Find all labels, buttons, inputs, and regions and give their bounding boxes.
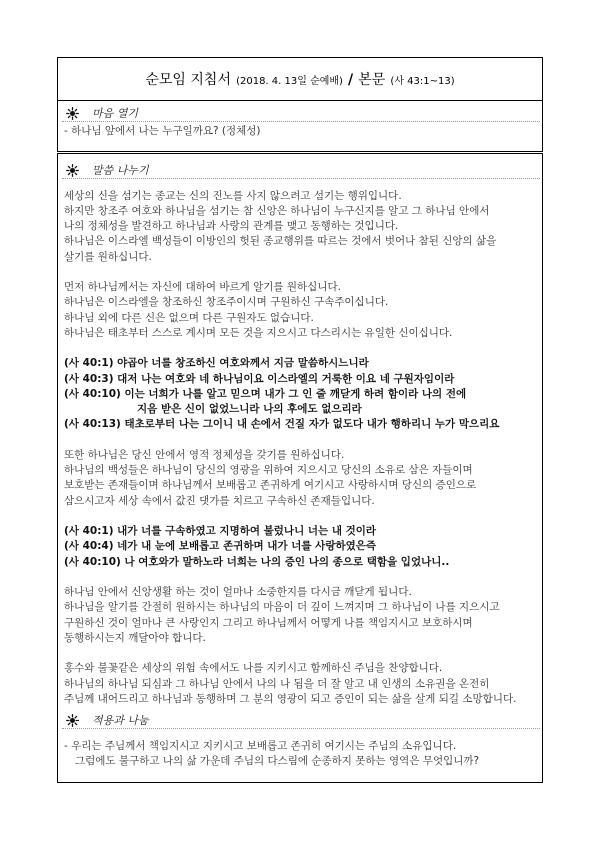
section-heading-label: 적용과 나눔	[92, 714, 149, 727]
section-heading-label: 말씀 나누기	[92, 164, 149, 177]
application-text	[58, 739, 542, 770]
document-title: 순모임 지침서	[145, 72, 231, 88]
service-date: (2018. 4. 13일 순예배)	[236, 76, 343, 87]
title-line	[58, 58, 542, 100]
text-line: 하지만 창조주 여호와 하나님을 섬기는 참 신앙은 하나님이 누구신지를 알고 그 하나님 안에서	[64, 204, 490, 217]
verse-line: (사 40:10) 이는 너희가 나를 알고 믿으며 내가 그 인 줄 깨닫게 하려 함이라 나의 전에	[64, 387, 467, 400]
opening-text	[58, 124, 542, 139]
text-line: 하나님 외에 다른 신은 없으며 다른 구원자도 없습니다.	[64, 311, 314, 324]
question-line: 그럼에도 불구하고 나의 삶 가운데 주님의 다스림에 순종하지 못하는 영역은 무엇입니까?	[75, 755, 480, 768]
text-line: 동행하시는지 깨달아야 합니다.	[64, 631, 206, 644]
opening-section	[57, 100, 543, 152]
text-line: 나의 정체성을 발견하고 하나님과 사랑의 관계를 맺고 동행하는 것입니다.	[64, 220, 399, 232]
text-line: 하나님 안에서 신앙생활 하는 것이 얼마나 소중한지를 다시금 깨닫게 됩니다.	[64, 586, 412, 598]
section-heading	[62, 713, 540, 729]
paragraph-spacer	[64, 509, 542, 524]
text-line: 하나님의 백성들은 하나님이 당신의 영광을 위하여 지으시고 당신의 소유로 삼은 자들이며	[64, 464, 473, 476]
title-separator: /	[348, 72, 354, 88]
paragraph-spacer	[64, 341, 542, 356]
word-sharing-section	[57, 153, 543, 783]
sun-icon	[66, 164, 79, 177]
text-line: 살기를 원하십니다.	[64, 250, 152, 263]
verse-line: (사 40:13) 태초로부터 나는 그이니 내 손에서 건질 자가 없도다 내가 행하리니 누가 막으리요	[64, 418, 500, 431]
verse-line: (사 40:1) 내가 너를 구속하였고 지명하여 불렀나니 너는 내 것이라	[64, 525, 377, 537]
verse-line: (사 40:4) 네가 내 눈에 보배롭고 존귀하며 내가 너를 사랑하였은즉	[64, 540, 377, 553]
verse-line: (사 40:3) 대저 나는 여호와 네 하나님이요 이스라엘의 거룩한 이요 네 구원자임이라	[64, 372, 455, 385]
text-line: 먼저 하나님께서는 자신에 대하여 바르게 알기를 원하십니다.	[64, 281, 341, 293]
section-heading	[62, 106, 540, 122]
text-line: 삼으시고자 세상 속에서 값진 댓가를 치르고 구속하신 존재들입니다.	[64, 494, 375, 507]
passage-label: 본문	[358, 72, 386, 88]
verse-line: (사 40:10) 나 여호와가 말하노라 너희는 나의 증인 나의 종으로 택함을 입었나니..	[64, 555, 450, 568]
question-line: - 하나님 앞에서 나는 누구일까요? (정체성)	[64, 125, 261, 137]
verse-line: (사 40:1) 야곱아 너를 창조하신 여호와께서 지금 말씀하시느니라	[64, 357, 369, 370]
application-section	[58, 713, 542, 770]
verse-line-continuation: 지음 받은 신이 없었느니라 나의 후에도 없으리라	[137, 403, 362, 415]
text-line: 하나님의 하나님 되심과 그 하나님 안에서 나의 나 됨을 더 잘 알고 내 인생의 소유권을 온전히	[64, 677, 490, 690]
paragraph-spacer	[64, 433, 542, 448]
section-heading	[62, 163, 540, 179]
sun-icon	[66, 714, 79, 727]
text-line: 보호받는 존재들이며 하나님께서 보배롭고 존귀하게 여기시고 사랑하시며 당신의 증인으로	[64, 479, 477, 492]
section-heading-label: 마음 열기	[92, 106, 139, 120]
sun-icon	[66, 107, 79, 120]
text-line: 구원하신 것이 얼마나 큰 사랑인지 그리고 하나님께서 어떻게 나를 책임지시고 보호하시며	[64, 616, 473, 629]
text-line: 세상의 신을 섬기는 종교는 신의 진노를 사지 않으려고 섬기는 행위입니다.	[64, 189, 402, 202]
passage-reference: (사 43:1~13)	[390, 76, 455, 87]
paragraph-spacer	[64, 570, 542, 585]
word-text	[58, 189, 542, 708]
text-line: 하나님을 알기를 간절히 원하시는 하나님의 마음이 더 깊이 느껴지며 그 하나님이 나를 지으시고	[64, 601, 500, 614]
text-line: 홍수와 불꽃같은 세상의 위험 속에서도 나를 지키시고 함께하신 주님을 찬양합니다.	[64, 662, 443, 675]
text-line: 또한 하나님은 당신 안에서 영적 정체성을 갖기를 원하십니다.	[64, 448, 345, 461]
text-line: 하나님은 이스라엘 백성들이 이방인의 헛된 종교행위를 따르는 것에서 벗어나 참된 신앙의 삶을	[64, 235, 497, 248]
paragraph-spacer	[64, 646, 542, 661]
title-box	[57, 57, 543, 101]
text-line: 하나님은 이스라엘을 창조하신 창조주이시며 구원하신 구속주이십니다.	[64, 296, 389, 309]
text-line: 하나님은 태초부터 스스로 계시며 모든 것을 지으시고 다스리시는 유일한 신이십니다.	[64, 326, 453, 339]
question-line: - 우리는 주님께서 책임지시고 지키시고 보배롭고 존귀히 여기시는 주님의 소유입니다.	[64, 740, 457, 752]
paragraph-spacer	[64, 265, 542, 280]
text-line: 주님께 내어드리고 하나님과 동행하며 그 분의 영광이 되고 증인이 되는 삶을 살게 되길 소망합니다.	[64, 692, 517, 705]
